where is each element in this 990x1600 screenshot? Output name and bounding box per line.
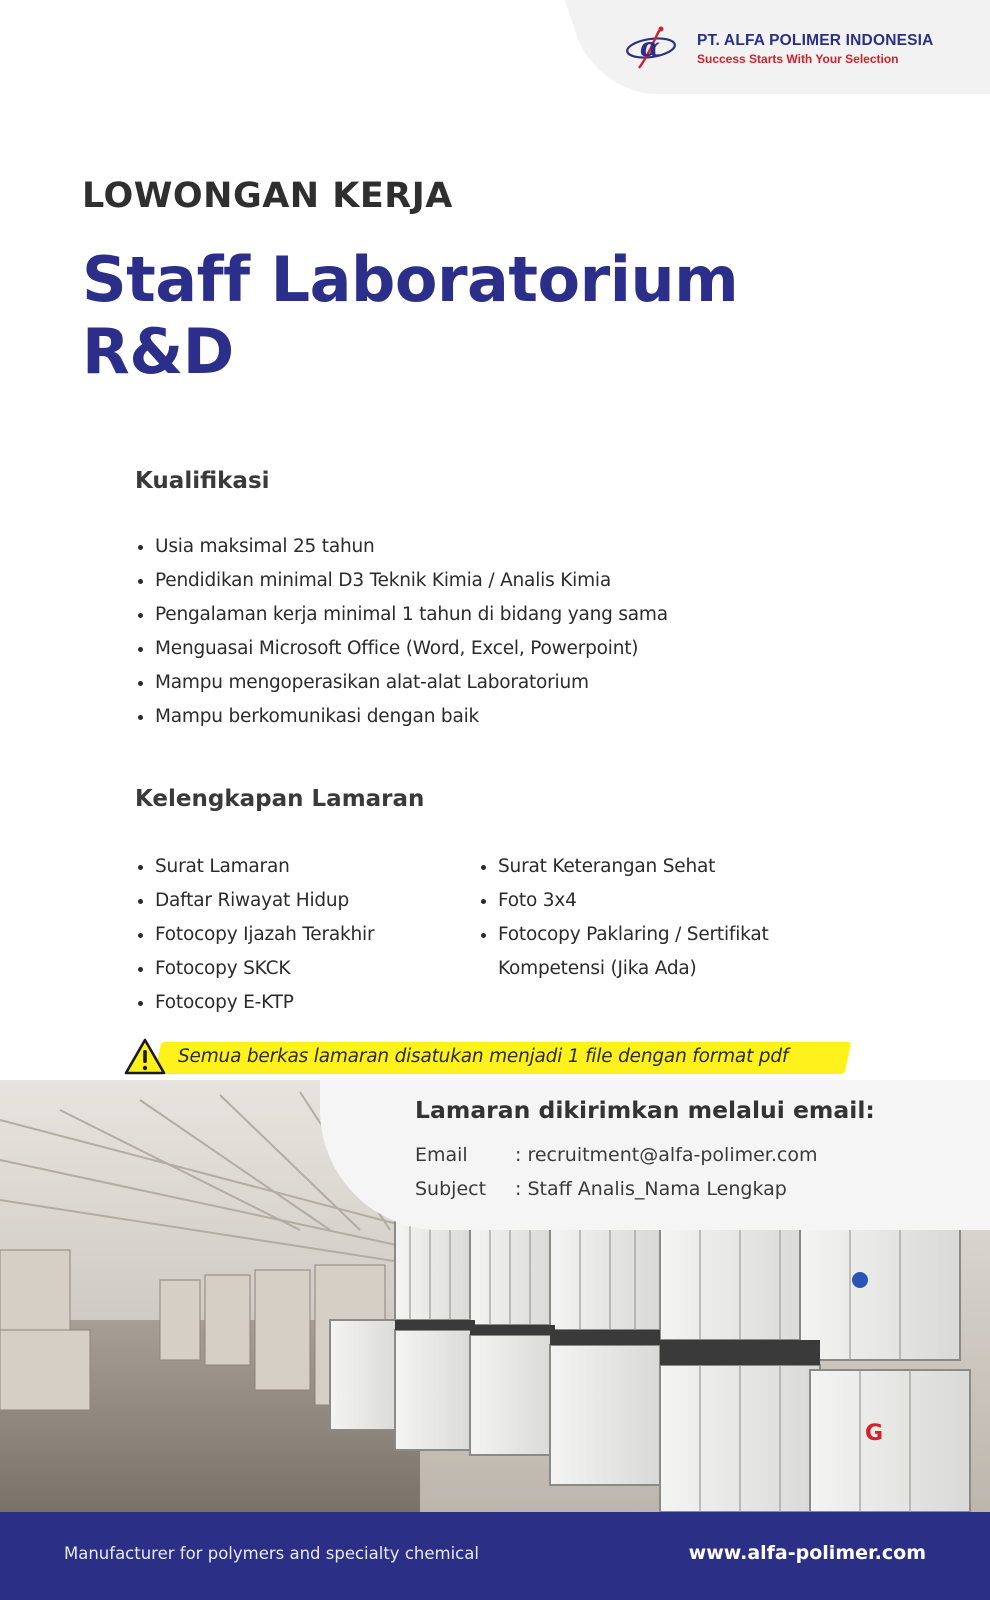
- email-value[interactable]: : recruitment@alfa-polimer.com: [515, 1144, 818, 1166]
- list-item: Fotocopy Ijazah Terakhir: [135, 918, 374, 952]
- contact-heading: Lamaran dikirimkan melalui email:: [415, 1096, 875, 1124]
- company-logo: [625, 22, 965, 74]
- email-label: Email: [415, 1144, 468, 1166]
- subject-value: : Staff Analis_Nama Lengkap: [515, 1178, 787, 1200]
- website-link[interactable]: www.alfa-polimer.com: [688, 1542, 926, 1564]
- qualifications-list: [135, 530, 668, 734]
- list-item: Pengalaman kerja minimal 1 tahun di bidang yang sama: [135, 598, 668, 632]
- job-title: [82, 244, 842, 388]
- list-item: Fotocopy SKCK: [135, 952, 374, 986]
- job-title-line1: Staff Laboratorium: [82, 243, 739, 316]
- notice-text: Semua berkas lamaran disatukan menjadi 1 file dengan format pdf: [178, 1046, 789, 1067]
- list-item: Surat Keterangan Sehat: [478, 850, 769, 884]
- list-item: Pendidikan minimal D3 Teknik Kimia / Analis Kimia: [135, 564, 668, 598]
- list-item: Mampu mengoperasikan alat-alat Laboratorium: [135, 666, 668, 700]
- qualifications-heading: Kualifikasi: [135, 468, 270, 494]
- svg-text:α: α: [640, 33, 661, 63]
- list-item: Surat Lamaran: [135, 850, 374, 884]
- list-item: Mampu berkomunikasi dengan baik: [135, 700, 668, 734]
- pdf-notice: [124, 1038, 854, 1078]
- list-item-continuation: Kompetensi (Jika Ada): [498, 958, 697, 979]
- subject-label: Subject: [415, 1178, 487, 1200]
- alpha-orbit-logo-icon: [625, 22, 681, 74]
- eyebrow-heading: LOWONGAN KERJA: [82, 176, 453, 216]
- footer-tagline: Manufacturer for polymers and specialty chemical: [64, 1544, 479, 1563]
- footer-bar: [0, 1512, 990, 1600]
- documents-list-left: [135, 850, 374, 1020]
- company-name: PT. ALFA POLIMER INDONESIA: [697, 32, 934, 49]
- warning-icon: [124, 1038, 166, 1076]
- list-item: Foto 3x4: [478, 884, 769, 918]
- list-item: Daftar Riwayat Hidup: [135, 884, 374, 918]
- list-item: Fotocopy E-KTP: [135, 986, 374, 1020]
- documents-heading: Kelengkapan Lamaran: [135, 786, 425, 812]
- company-tagline: Success Starts With Your Selection: [697, 52, 899, 66]
- documents-list-right: [478, 850, 769, 986]
- list-item: Usia maksimal 25 tahun: [135, 530, 668, 564]
- svg-text:G: G: [865, 1421, 884, 1446]
- list-item: Menguasai Microsoft Office (Word, Excel, Powerpoint): [135, 632, 668, 666]
- list-item: Fotocopy Paklaring / Sertifikat: [478, 918, 769, 952]
- job-title-line2: R&D: [82, 315, 234, 388]
